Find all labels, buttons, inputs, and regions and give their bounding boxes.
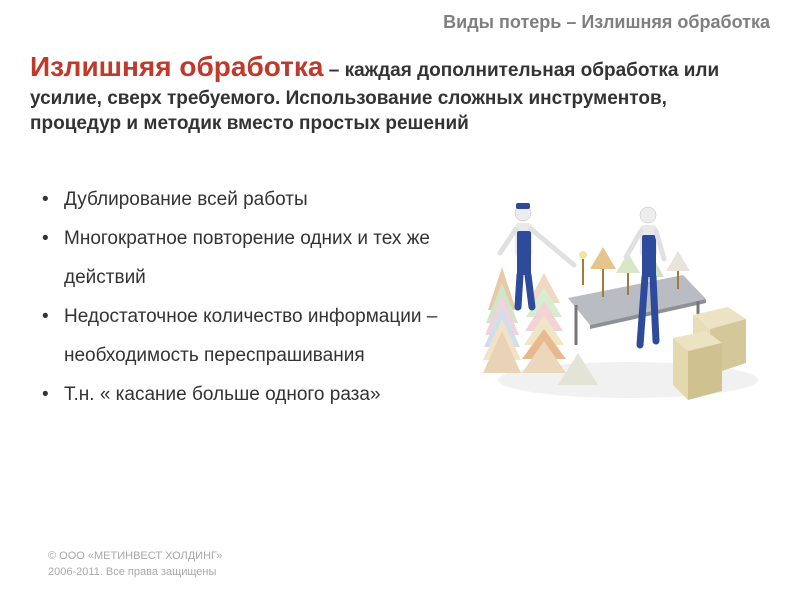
bullet-text: Дублирование всей работы — [64, 189, 308, 210]
bullet-dot-icon: • — [42, 306, 49, 327]
definition-text: – каждая дополнительная обработка или усилие, сверх требуемого. Использование сложных инструментов, процедур и методик вместо простых решений — [30, 60, 720, 135]
bullet-list — [42, 180, 462, 414]
bullet-dot-icon: • — [42, 189, 49, 210]
bullet-item — [42, 297, 462, 375]
workers-overprocessing-illustration — [478, 195, 778, 410]
definition-term: Излишняя обработка — [30, 51, 324, 82]
bullet-item — [42, 180, 462, 219]
slide-header-title: Виды потерь – Излишняя обработка — [443, 12, 770, 32]
cone-stack-left — [483, 267, 521, 373]
bullet-dot-icon: • — [42, 228, 49, 249]
definition-paragraph — [30, 48, 730, 137]
bullet-text: Многократное повторение одних и тех же действий — [64, 228, 430, 288]
work-table — [568, 275, 706, 345]
bullet-item — [42, 375, 462, 414]
bullet-text: Т.н. « касание больше одного раза» — [64, 384, 381, 405]
footer-copyright: © ООО «МЕТИНВЕСТ ХОЛДИНГ» 2006-2011. Все права защищены — [48, 550, 223, 578]
cone-stack-middle — [522, 273, 598, 385]
bullet-item — [42, 219, 462, 297]
bullet-text: Недостаточное количество информации – необходимость переспрашивания — [64, 306, 438, 366]
bullet-dot-icon: • — [42, 384, 49, 405]
